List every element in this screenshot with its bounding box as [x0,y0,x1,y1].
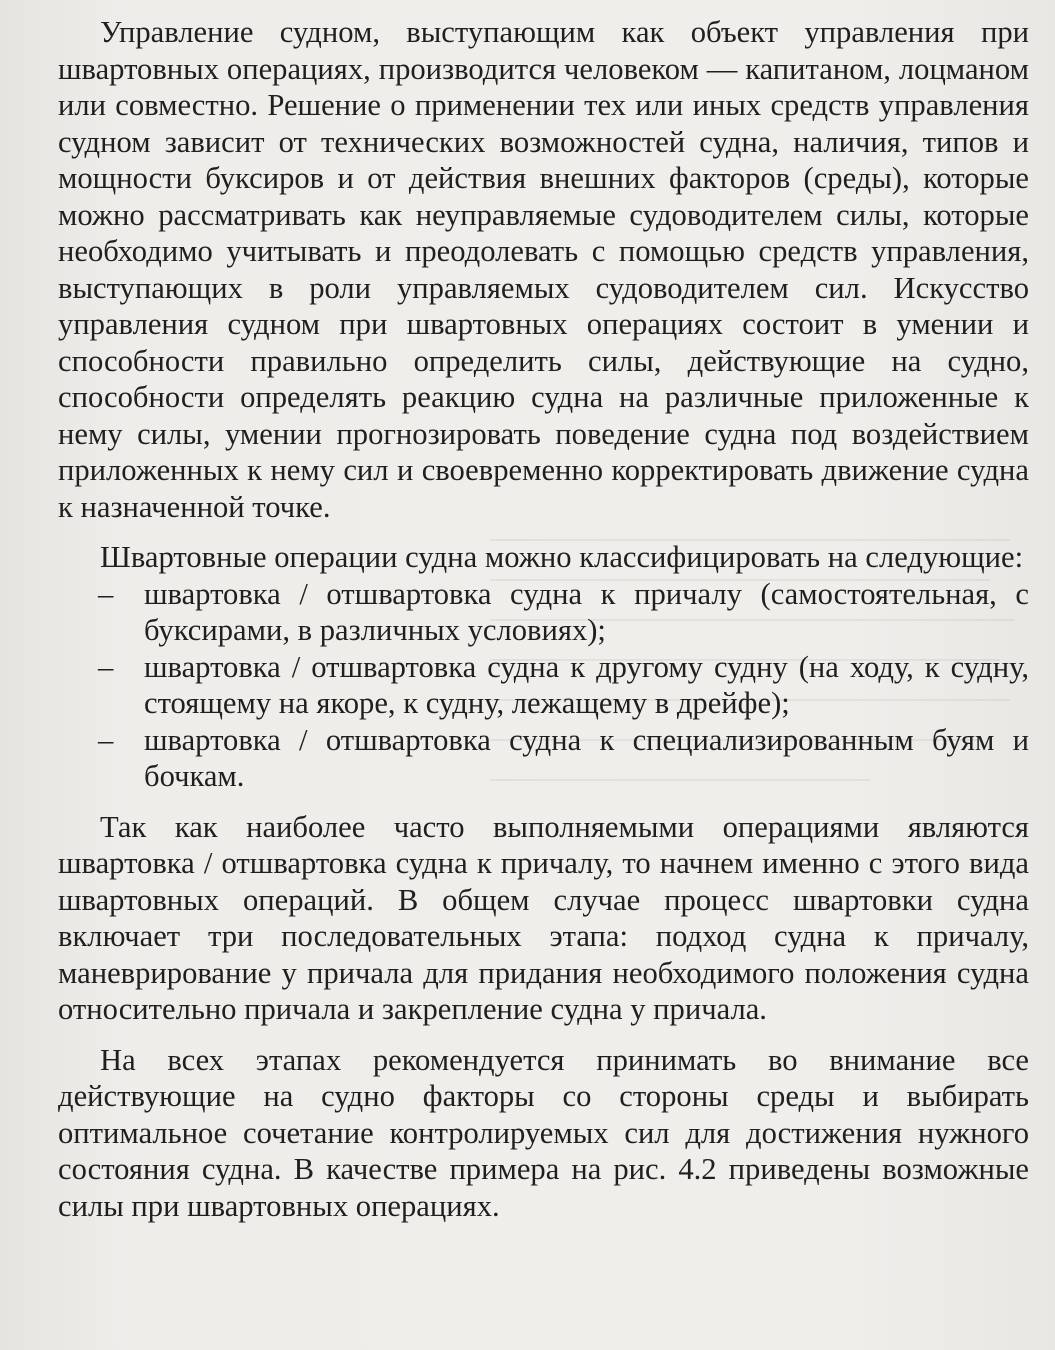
list-dash: – [98,649,114,684]
list-dash: – [98,576,114,611]
list-item-text: швартовка / отшвартовка судна к специализированным буям и бочкам. [144,722,1029,793]
mooring-operations-list [58,576,1029,795]
body-paragraph-classification: Швартовные операции судна можно классифицировать на следующие: [100,540,1024,574]
list-item [58,576,1029,649]
list-item [58,649,1029,722]
list-item [58,722,1029,795]
list-item-text: швартовка / отшвартовка судна к другому судну (на ходу, к судну, стоящему на якоре, к судну, лежащему в дрейфе); [144,649,1029,720]
body-paragraph-intro: Управление судном, выступающим как объект управления при швартовных операциях, производится человеком — капитаном, лоцманом или совместно. Решение о применении тех или иных средств управления судном зависит от технических возможностей судна, наличия, типов и мощности буксиров и от действия внешних факторов (среды), которые можно рассматривать как неуправляемые судоводителем силы, которые необходимо учитывать и преодолевать с помощью средств управления, выступающих в роли управляемых судоводителем сил. Искусство управления судном при швартовных операциях состоит в умении и способности правильно определить силы, действующие на судно, способности определять реакцию судна на различные приложенные к нему силы, умении прогнозировать поведение судна под воздействием приложенных к нему сил и своевременно корректировать движение судна к назначенной точке. [58,15,1029,524]
body-paragraph-process: Так как наиболее часто выполняемыми операциями являются швартовка / отшвартовка судна к причалу, то начнем именно с этого вида швартовных операций. В общем случае процесс швартовки судна включает три последовательных этапа: подход судна к причалу, маневрирование у причала для придания необходимого положения судна относительно причала и закрепление судна у причала. [58,809,1029,1026]
body-paragraph-forces: На всех этапах рекомендуется принимать во внимание все действующие на судно факторы со стороны среды и выбирать оптимальное сочетание контролируемых сил для достижения нужного состояния судна. В качестве примера на рис. 4.2 приведены возможные силы при швартовных операциях. [58,1042,1029,1223]
list-dash: – [98,722,114,757]
list-item-text: швартовка / отшвартовка судна к причалу (самостоятельная, с буксирами, в различных условиях); [144,576,1029,647]
